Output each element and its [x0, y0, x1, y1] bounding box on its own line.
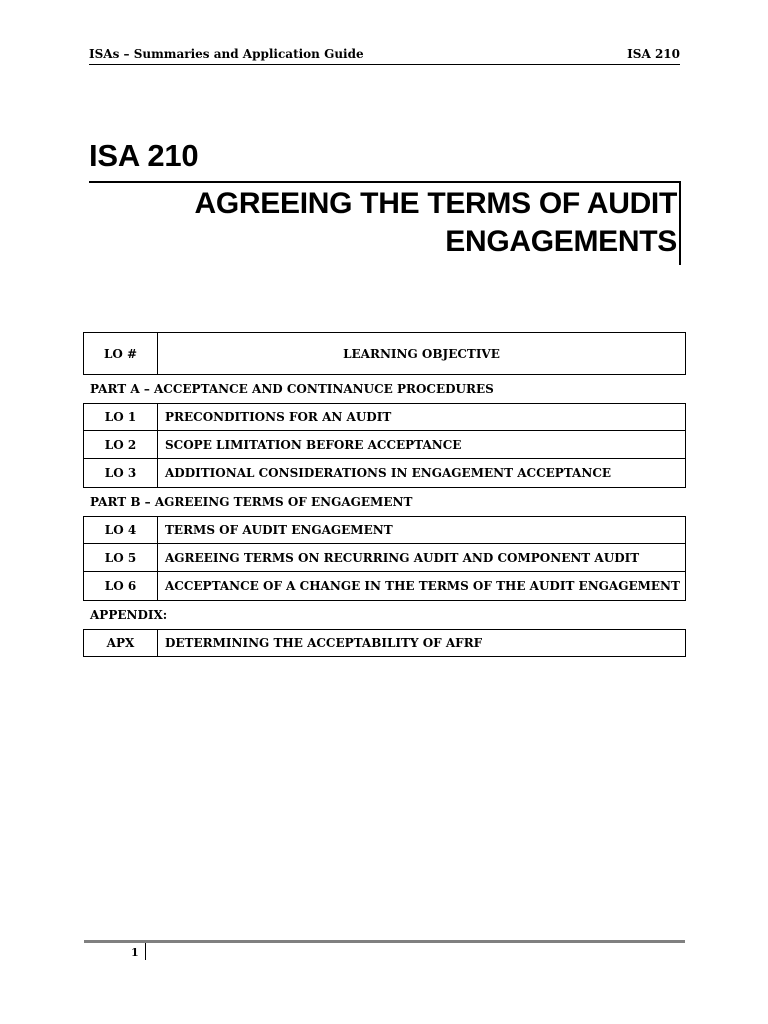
lo-code: LO 3	[84, 459, 158, 487]
lo-objective: PRECONDITIONS FOR AN AUDIT	[165, 410, 392, 424]
lo-code: LO 4	[84, 517, 158, 543]
lo-objective: DETERMINING THE ACCEPTABILITY OF AFRF	[165, 636, 483, 650]
lo-code: APX	[84, 630, 158, 656]
table-header-row	[83, 332, 686, 375]
section-label-part-b: PART B – AGREEING TERMS OF ENGAGEMENT	[90, 495, 413, 509]
table-row	[83, 572, 686, 601]
learning-objectives-table	[83, 332, 686, 657]
section-label-appendix: APPENDIX:	[90, 608, 168, 622]
document-title	[89, 185, 677, 261]
lo-code: LO 2	[84, 431, 158, 458]
lo-code: LO 1	[84, 404, 158, 430]
lo-objective: ADDITIONAL CONSIDERATIONS IN ENGAGEMENT ACCEPTANCE	[165, 466, 612, 480]
page-header	[89, 46, 680, 65]
page-number-divider	[145, 943, 146, 960]
table-row	[83, 544, 686, 572]
lo-objective: SCOPE LIMITATION BEFORE ACCEPTANCE	[165, 437, 462, 452]
section-label-part-a: PART A – ACCEPTANCE AND CONTINANUCE PROCEDURES	[90, 382, 494, 396]
table-row	[83, 516, 686, 544]
lo-objective: TERMS OF AUDIT ENGAGEMENT	[165, 523, 393, 537]
document-title-line-2: ENGAGEMENTS	[445, 225, 677, 258]
title-side-bar	[679, 181, 681, 265]
header-guide-title: ISAs – Summaries and Application Guide	[89, 47, 364, 61]
lo-code: LO 6	[84, 572, 158, 600]
document-number: ISA 210	[89, 138, 199, 173]
header-isa-number: ISA 210	[627, 47, 680, 61]
page-number: 1	[131, 946, 139, 959]
column-header-lo: LO #	[84, 333, 158, 374]
lo-objective: ACCEPTANCE OF A CHANGE IN THE TERMS OF THE AUDIT ENGAGEMENT	[165, 579, 680, 593]
column-header-objective: LEARNING OBJECTIVE	[343, 346, 500, 361]
lo-objective: AGREEING TERMS ON RECURRING AUDIT AND COMPONENT AUDIT	[165, 550, 640, 565]
table-row	[83, 431, 686, 459]
title-rule	[89, 181, 681, 183]
table-row	[83, 629, 686, 657]
document-title-line-1: AGREEING THE TERMS OF AUDIT	[194, 187, 677, 220]
table-row	[83, 459, 686, 488]
lo-code: LO 5	[84, 544, 158, 571]
footer-rule	[84, 940, 685, 943]
table-row	[83, 403, 686, 431]
